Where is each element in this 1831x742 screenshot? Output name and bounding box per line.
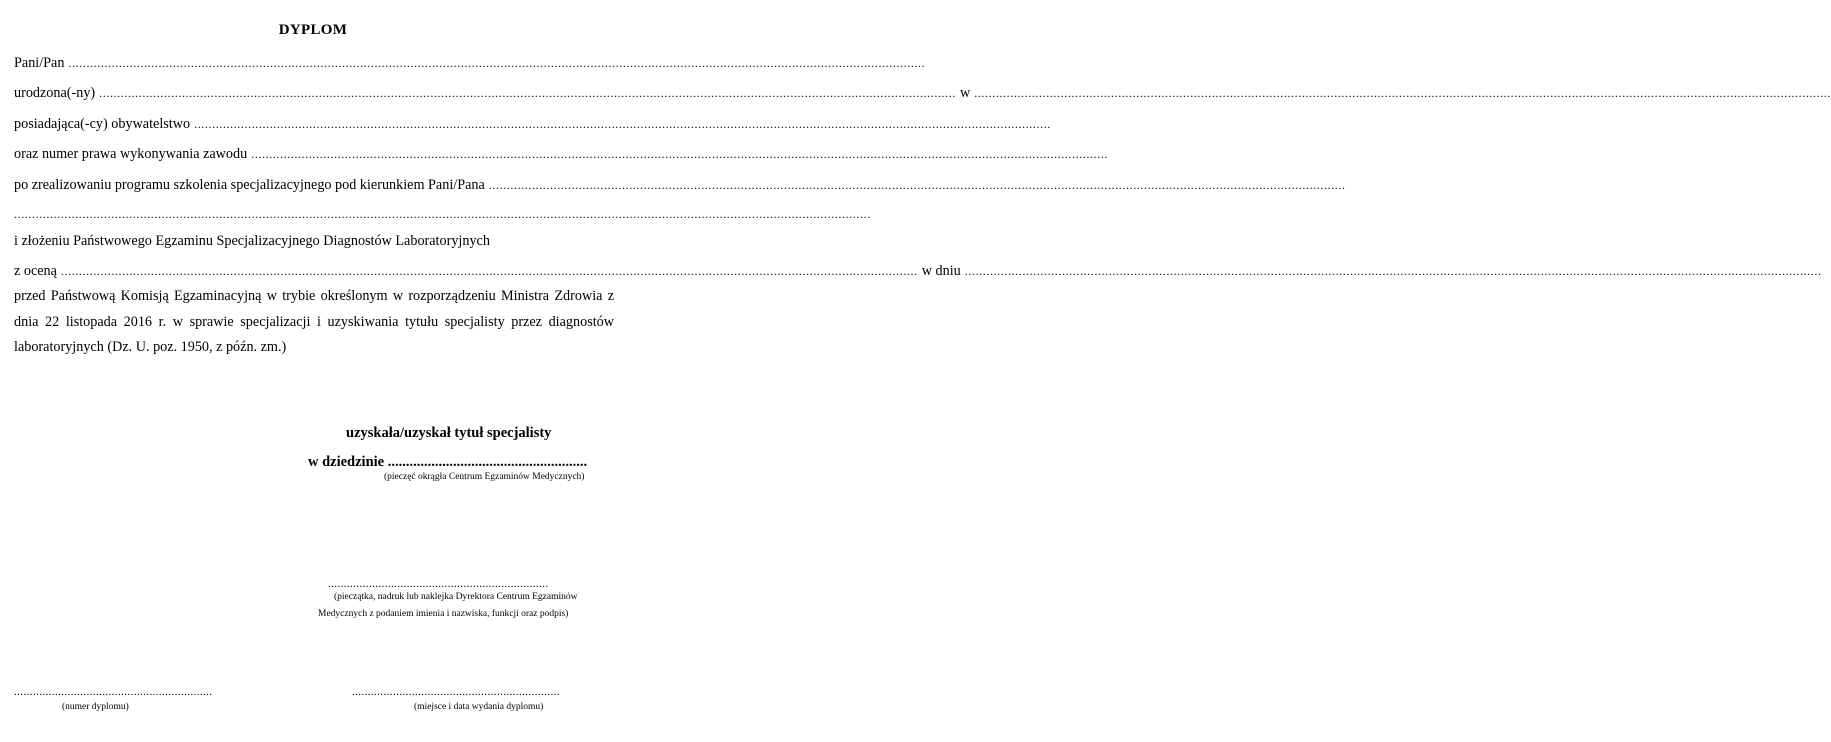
birth-row	[14, 84, 1831, 102]
exam-label: i złożeniu Państwowego Egzaminu Specjalizacyjnego Diagnostów Laboratoryjnych	[14, 233, 490, 249]
specialty-field-label: w dziedzinie	[308, 454, 385, 470]
birth-date-dotted-line: ..............................................................................................................................................................................................................................................	[99, 86, 956, 100]
supervisor-dotted-line: ..............................................................................................................................................................................................................................................	[488, 178, 1346, 192]
name-row	[14, 54, 926, 72]
legal-basis-paragraph: przed Państwową Komisją Egzaminacyjną w trybie określonym w rozporządzeniu Ministra Zdrowia z dnia 22 listopada 2016 r. w sprawie specjalizacji i uzyskiwania tytułu specjalisty przez diagnostów laboratoryjnych (Dz. U. poz. 1950, z późn. zm.)	[14, 288, 614, 355]
name-label: Pani/Pan	[14, 55, 65, 71]
grade-label: z oceną	[14, 263, 57, 279]
date-label: w dniu	[921, 263, 961, 279]
place-date-caption: (miejsce i data wydania dyplomu)	[414, 702, 544, 712]
license-label: oraz numer prawa wykonywania zawodu	[14, 146, 248, 162]
signature-dotted-line: ......................................................................	[328, 578, 549, 590]
signature-caption-line-2: Medycznych z podaniem imienia i nazwiska, funkcji oraz podpis)	[318, 609, 569, 619]
seal-caption: (pieczęć okrągła Centrum Egzaminów Medycznych)	[384, 472, 585, 482]
title-obtained-text: uzyskała/uzyskał tytuł specjalisty	[346, 425, 552, 441]
program-row	[14, 176, 1346, 194]
specialty-field-row	[308, 454, 587, 471]
name-dotted-line: ..............................................................................................................................................................................................................................................	[68, 56, 926, 70]
diploma-number-dotted-line: ...............................................................	[14, 686, 213, 698]
grade-dotted-line: ..............................................................................................................................................................................................................................................	[60, 264, 918, 278]
citizenship-label: posiadająca(-cy) obywatelstwo	[14, 116, 191, 132]
grade-row	[14, 262, 1822, 280]
license-dotted-line: ..............................................................................................................................................................................................................................................	[251, 147, 1109, 161]
supervisor-continuation-dotted-line: ..............................................................................................................................................................................................................................................	[14, 207, 871, 221]
citizenship-row	[14, 115, 1051, 133]
citizenship-dotted-line: ..............................................................................................................................................................................................................................................	[194, 117, 1051, 131]
exam-row	[14, 232, 608, 250]
born-label: urodzona(-ny)	[14, 85, 96, 101]
diploma-number-caption: (numer dyplomu)	[62, 702, 129, 712]
document-title: DYPLOM	[278, 22, 348, 38]
supervisor-continuation-row	[14, 205, 871, 223]
birth-place-dotted-line: ..............................................................................................................................................................................................................................................	[974, 86, 1831, 100]
specialty-field-dotted-line: .......................................................	[387, 454, 588, 470]
exam-date-dotted-line: ..............................................................................................................................................................................................................................................	[964, 264, 1822, 278]
program-label: po zrealizowaniu programu szkolenia specjalizacyjnego pod kierunkiem Pani/Pana	[14, 177, 485, 193]
born-in-label: w	[959, 85, 971, 101]
place-date-dotted-line: ..................................................................	[352, 686, 560, 698]
signature-caption-line-1: (pieczątka, nadruk lub naklejka Dyrektora Centrum Egzaminów	[334, 592, 578, 602]
license-row	[14, 145, 1109, 163]
